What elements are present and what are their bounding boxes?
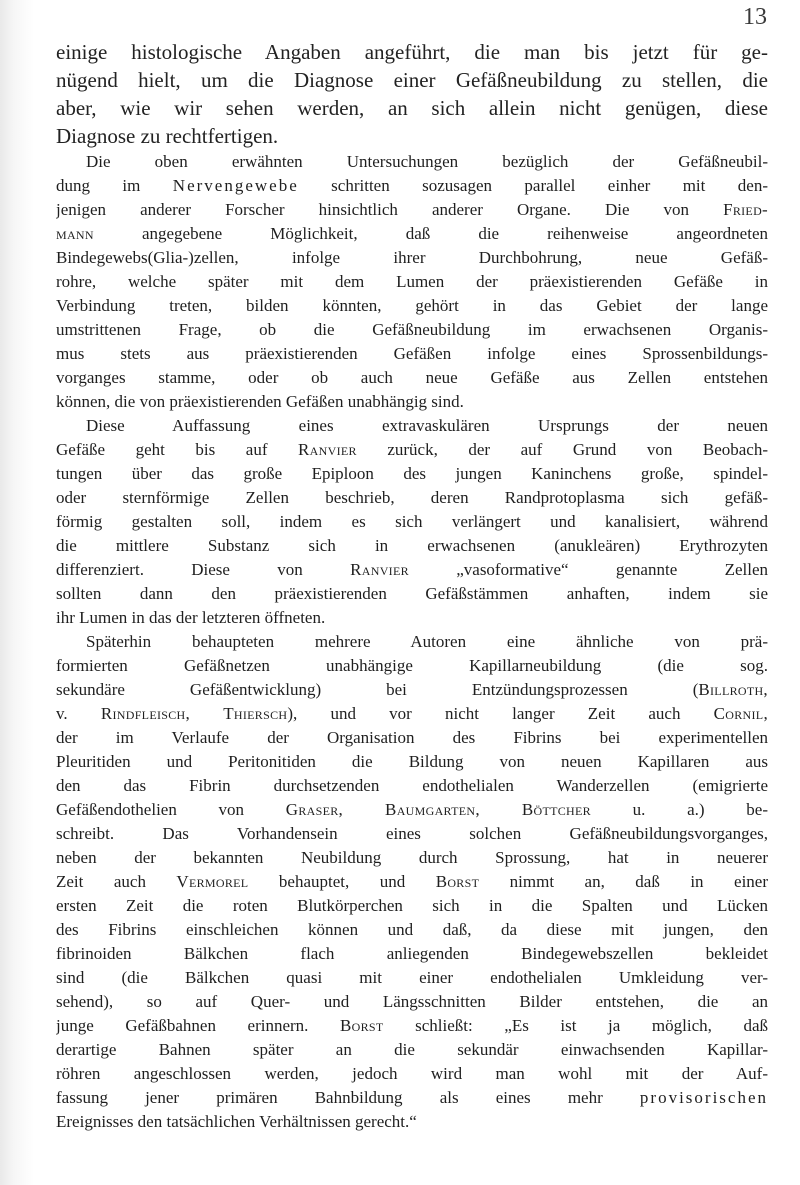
- text-line: Gefäße geht bis auf Ranvier zurück, der auf Grund von Beobach-: [56, 440, 768, 459]
- author-name: Fried-: [723, 200, 768, 219]
- text-line: vorganges stamme, oder ob auch neue Gefäße aus Zellen entstehen: [56, 368, 768, 387]
- author-name: Cornil,: [713, 704, 768, 723]
- text-line: Späterhin behaupteten mehrere Autoren eine ähnliche von prä-: [86, 632, 768, 651]
- text-line: fibrinoiden Bälkchen flach anliegenden Bindegewebszellen bekleidet: [56, 944, 768, 963]
- emphasis-term: provisorischen: [639, 1088, 768, 1107]
- text-line: aber, wie wir sehen werden, an sich allein nicht genügen, diese: [56, 96, 768, 120]
- author-name: Vermorel: [176, 872, 249, 891]
- text-line: schreibt. Das Vorhandensein eines solchen Gefäßneubildungsvorganges,: [56, 824, 768, 843]
- text-line: oder sternförmige Zellen beschrieb, deren Randprotoplasma sich gefäß-: [56, 488, 768, 507]
- page-text: [56, 38, 768, 1134]
- text-line: sehend), so auf Quer- und Längsschnitten Bilder entstehen, die an: [56, 992, 768, 1011]
- text-line: Diagnose zu rechtfertigen.: [56, 124, 279, 148]
- text-line: förmig gestalten soll, indem es sich verlängert und kanalisiert, während: [56, 512, 768, 531]
- text-line: Ereignisses den tatsächlichen Verhältnissen gerecht.“: [56, 1112, 417, 1131]
- text-line: einige histologische Angaben angeführt, die man bis jetzt für ge-: [56, 40, 768, 64]
- text-line: neben der bekannten Neubildung durch Sprossung, hat in neuerer: [56, 848, 768, 867]
- text-line: mann angegebene Möglichkeit, daß die reihenweise angeordneten: [56, 224, 768, 243]
- text-line: v. Rindfleisch, Thiersch), und vor nicht langer Zeit auch Cornil,: [56, 704, 768, 723]
- author-name: Billroth,: [698, 680, 768, 699]
- text-line: dung im Nervengewebe schritten sozusagen parallel einher mit den-: [56, 176, 768, 195]
- text-line: Verbindung treten, bilden könnten, gehört in das Gebiet der lange: [56, 296, 768, 315]
- text-line: den das Fibrin durchsetzenden endothelialen Wanderzellen (emigrierte: [56, 776, 768, 795]
- text-line: junge Gefäßbahnen erinnern. Borst schließt: „Es ist ja möglich, daß: [56, 1016, 768, 1035]
- text-line: sekundäre Gefäßentwicklung) bei Entzündungsprozessen (Billroth,: [56, 680, 768, 699]
- text-line: jenigen anderer Forscher hinsichtlich anderer Organe. Die von Fried-: [56, 200, 768, 219]
- page-number: 13: [743, 4, 767, 30]
- text-line: röhren angeschlossen werden, jedoch wird man wohl mit der Auf-: [56, 1064, 768, 1083]
- author-name: mann: [56, 224, 94, 243]
- text-line: Pleuritiden und Peritonitiden die Bildung von neuen Kapillaren aus: [56, 752, 768, 771]
- author-name: Ranvier: [298, 440, 357, 459]
- emphasis-term: Nervengewebe: [172, 176, 299, 195]
- author-name: Ranvier: [350, 560, 409, 579]
- text-line: nügend hielt, um die Diagnose einer Gefäßneubildung zu stellen, die: [56, 68, 768, 92]
- text-line: mus stets aus präexistierenden Gefäßen infolge eines Sprossenbildungs-: [56, 344, 768, 363]
- text-line: können, die von präexistierenden Gefäßen unabhängig sind.: [56, 392, 464, 411]
- author-name: Rindfleisch, Thiersch: [100, 704, 288, 723]
- text-line: rohre, welche später mit dem Lumen der präexistierenden Gefäße in: [56, 272, 768, 291]
- text-line: sollten dann den präexistierenden Gefäßstämmen anhaften, indem sie: [56, 584, 768, 603]
- author-name: Borst: [435, 872, 480, 891]
- text-line: sind (die Bälkchen quasi mit einer endothelialen Umkleidung ver-: [56, 968, 768, 987]
- text-line: des Fibrins einschleichen können und daß, da diese mit jungen, den: [56, 920, 768, 939]
- text-line: ersten Zeit die roten Blutkörperchen sich in die Spalten und Lücken: [56, 896, 768, 915]
- text-line: Zeit auch Vermorel behauptet, und Borst nimmt an, daß in einer: [56, 872, 768, 891]
- text-line: formierten Gefäßnetzen unabhängige Kapillarneubildung (die sog.: [56, 656, 768, 675]
- text-line: umstrittenen Frage, ob die Gefäßneubildung im erwachsenen Organis-: [56, 320, 768, 339]
- text-line: fassung jener primären Bahnbildung als eines mehr provisorischen: [56, 1088, 768, 1107]
- text-line: Bindegewebs(Glia-)zellen, infolge ihrer Durchbohrung, neue Gefäß-: [56, 248, 768, 267]
- text-line: der im Verlaufe der Organisation des Fibrins bei experimentellen: [56, 728, 768, 747]
- text-line: Gefäßendothelien von Graser, Baumgarten, Böttcher u. a.) be-: [56, 800, 768, 819]
- text-line: ihr Lumen in das der letzteren öffneten.: [56, 608, 326, 627]
- text-line: Diese Auffassung eines extravaskulären Ursprungs der neuen: [86, 416, 768, 435]
- text-line: Die oben erwähnten Untersuchungen bezüglich der Gefäßneubil-: [86, 152, 768, 171]
- author-name: Borst: [340, 1016, 384, 1035]
- author-name: Graser, Baumgarten, Böttcher: [285, 800, 591, 819]
- text-line: differenziert. Diese von Ranvier „vasoformative“ genannte Zellen: [56, 560, 768, 579]
- text-line: derartige Bahnen später an die sekundär einwachsenden Kapillar-: [56, 1040, 768, 1059]
- text-line: tungen über das große Epiploon des jungen Kaninchens große, spindel-: [56, 464, 768, 483]
- text-line: die mittlere Substanz sich in erwachsenen (anukleären) Erythrozyten: [56, 536, 768, 555]
